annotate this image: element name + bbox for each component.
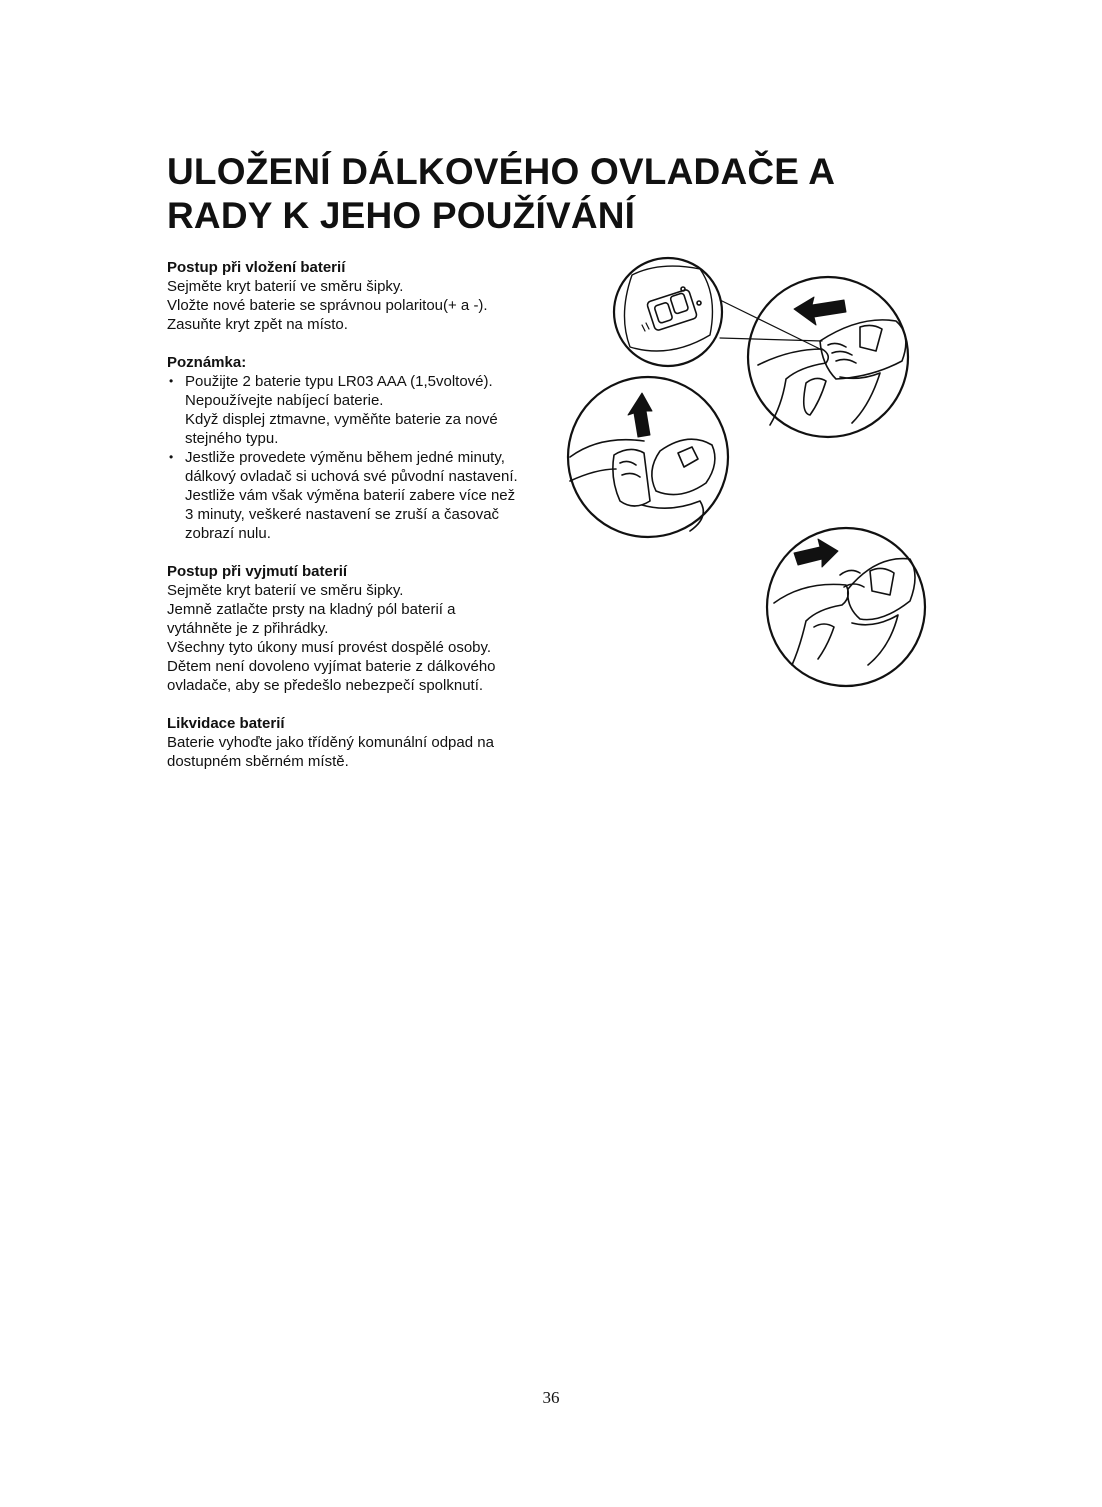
step-remove-batteries (568, 377, 728, 537)
note-section (167, 353, 547, 543)
note-line: 3 minuty, veškeré nastavení se zruší a časovač (185, 506, 500, 523)
page-title-line-1: ULOŽENÍ DÁLKOVÉHO OVLADAČE A (167, 151, 836, 192)
insert-batteries-heading: Postup při vložení baterií (167, 259, 346, 276)
remove-batteries-heading: Postup při vyjmutí baterií (167, 563, 348, 580)
disposal-line: Baterie vyhoďte jako tříděný komunální odpad na (167, 734, 494, 751)
zoom-connector-line (720, 338, 822, 341)
remove-line: vytáhněte je z přihrádky. (167, 620, 329, 637)
remove-line: ovladače, aby se předešlo nebezpečí spolknutí. (167, 677, 484, 694)
page-title (167, 150, 947, 238)
step-remove-cover (748, 277, 908, 437)
insert-line: Vložte nové baterie se správnou polaritou(+ a -). (167, 297, 488, 314)
insert-batteries-section (167, 258, 547, 334)
step-replace-cover (767, 528, 925, 686)
note-heading: Poznámka: (167, 354, 247, 371)
remove-line: Všechny tyto úkony musí provést dospělé osoby. (167, 639, 492, 656)
insert-line: Zasuňte kryt zpět na místo. (167, 316, 348, 333)
remove-line: Dětem není dovoleno vyjímat baterie z dálkového (167, 658, 496, 675)
note-line: Jestliže vám však výměna baterií zabere více než (185, 487, 516, 504)
note-line: Když displej ztmavne, vyměňte baterie za nové (185, 411, 498, 428)
arrow-left-icon (794, 297, 846, 325)
note-line: dálkový ovladač si uchová své původní nastavení. (185, 468, 518, 485)
note-line: zobrazí nulu. (185, 525, 271, 542)
arrow-up-icon (628, 393, 652, 437)
note-line: Nepoužívejte nabíjecí baterie. (185, 392, 384, 409)
insert-line: Sejměte kryt baterií ve směru šipky. (167, 278, 404, 295)
note-list (167, 372, 547, 543)
page-title-line-2: RADY K JEHO POUŽÍVÁNÍ (167, 195, 636, 236)
battery-compartment-detail (614, 258, 722, 366)
note-line: Použijte 2 baterie typu LR03 AAA (1,5voltové). (185, 373, 493, 390)
note-line: stejného typu. (185, 430, 279, 447)
note-bullet (167, 448, 547, 543)
note-line: Jestliže provedete výměnu během jedné minuty, (185, 449, 505, 466)
disposal-line: dostupném sběrném místě. (167, 753, 349, 770)
disposal-section (167, 714, 547, 771)
instructions-column (167, 258, 547, 790)
remove-batteries-section (167, 562, 547, 695)
note-bullet (167, 372, 547, 448)
remove-line: Sejměte kryt baterií ve směru šipky. (167, 582, 404, 599)
page-number: 36 (542, 1388, 560, 1407)
battery-replacement-illustration (560, 255, 940, 715)
remove-line: Jemně zatlačte prsty na kladný pól baterií a (167, 601, 456, 618)
disposal-heading: Likvidace baterií (167, 715, 285, 732)
